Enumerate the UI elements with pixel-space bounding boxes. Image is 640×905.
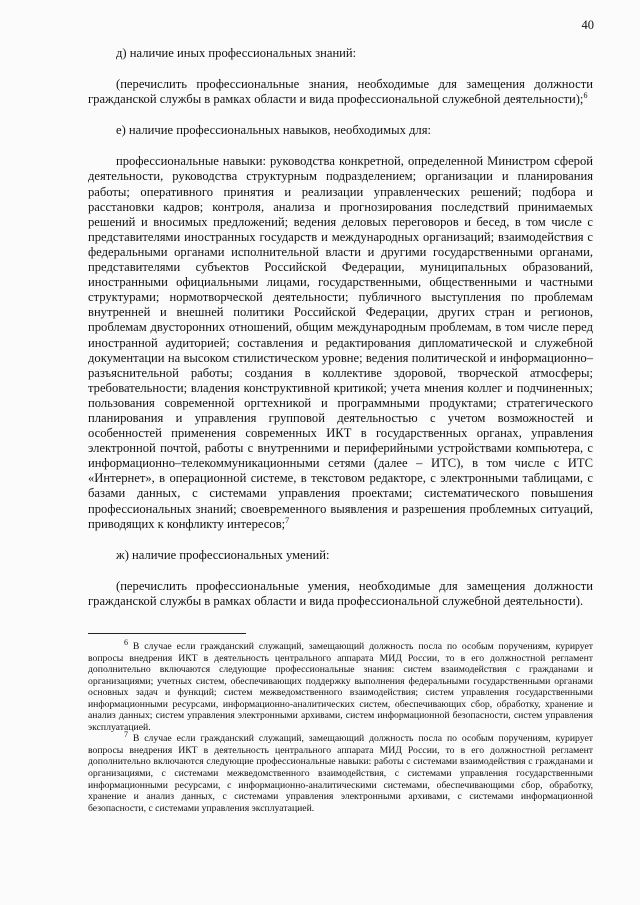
footnote-7-ref: 7	[124, 730, 128, 740]
item-d-note	[88, 77, 593, 107]
footnote-7-text: В случае если гражданский служащий, замещающий должность посла по особым поручениям, курирует вопросы внедрения ИКТ в деятельность центрального аппарата МИД России, то в его должностной регламент дополнительно включаются следующие профессиональные навыки: работы с системами взаимодействия с гражданами и организациями, с системами межведомственного взаимодействия, с системами управления государственными информационными ресурсами, с информационно-аналитическими системами, обеспечивающими сбор, обработку, хранение и анализ данных, с системами управления электронными архивами, с системами информационной безопасности, с системами управления эксплуатацией.	[88, 733, 593, 814]
footnote-7	[88, 730, 593, 814]
footnote-separator	[88, 633, 246, 634]
footnote-6-text: В случае если гражданский служащий, замещающий должность посла по особым поручениям, курирует вопросы внедрения ИКТ в деятельность центрального аппарата МИД России, то в его должностной регламент дополнительно включаются следующие профессиональные знания: систем взаимодействия с гражданами и организациями; учетных систем, обеспечивающих поддержку выполнения федеральными государственными органами основных задач и функций; систем межведомственного взаимодействия; систем управления государственными информационными ресурсами, информационно-аналитических систем, обеспечивающих сбор, обработку, хранение и анализ данных; систем управления электронными архивами, систем информационной безопасности, систем управления эксплуатацией.	[88, 641, 593, 733]
footnote-ref-6[interactable]: 6	[583, 91, 588, 100]
footnote-6	[88, 637, 593, 733]
item-d-heading: д) наличие иных профессиональных знаний:	[116, 46, 357, 60]
footnote-6-ref: 6	[124, 637, 128, 647]
item-zh-note: (перечислить профессиональные умения, необходимые для замещения должности гражданской службы в рамках области и вида профессиональной служебной деятельности).	[88, 578, 593, 608]
footnotes	[88, 637, 593, 814]
item-e-heading: е) наличие профессиональных навыков, необходимых для:	[116, 123, 432, 138]
main-content	[88, 46, 593, 609]
item-e-body	[88, 154, 593, 531]
item-e-body-text: профессиональные навыки: руководства конкретной, определенной Министром сферой деятельности, руководства структурным подразделением; организации и планирования работы; оперативного принятия и реализации управленческих решений; подбора и расстановки кадров; контроля, анализа и прогнозирования последствий принимаемых решений и вносимых предложений; ведения деловых переговоров и бесед, в том числе с представителями иностранных государств и международных организаций; взаимодействия с федеральными органами исполнительной власти и другими государственными органами, представителями субъектов Российской Федерации, муниципальных образований, иностранными официальными лицами, государственными, общественными и частными структурами; нормотворческой деятельности; публичного выступления по проблемам внутренней и внешней политики Российской Федерации, других стран и регионов, проблемам двусторонних отношений, общим международным проблемам, в том числе перед иностранной аудиторией; составления и редактирования дипломатической и служебной документации на высоком стилистическом уровне; ведения политической и информационно–разъяснительной работы; создания в коллективе здоровой, творческой атмосферы; требовательности; владения конструктивной критикой; учета мнения коллег и подчиненных; пользования современной оргтехникой и программными продуктами; стратегического планирования и управления групповой деятельностью с учетом возможностей и особенностей применения современных ИКТ в государственных органах, управления электронной почтой, работы с внутренними и периферийными устройствами компьютера, с информационно–телекоммуникационными сетями (далее – ИТС), в том числе с ИТС «Интернет», в операционной системе, в текстовом редакторе, с электронными таблицами, с базами данных, с системами управления проектами; систематического повышения профессиональных знаний; своевременного выявления и разрешения проблемных ситуаций, приводящих к конфликту интересов;	[88, 154, 593, 531]
footnote-ref-7[interactable]: 7	[285, 515, 290, 525]
item-d-note-text: (перечислить профессиональные знания, необходимые для замещения должности гражданской службы в рамках области и вида профессиональной служебной деятельности);	[88, 77, 593, 107]
page-number: 40	[581, 18, 594, 32]
item-zh-heading: ж) наличие профессиональных умений:	[116, 547, 330, 562]
